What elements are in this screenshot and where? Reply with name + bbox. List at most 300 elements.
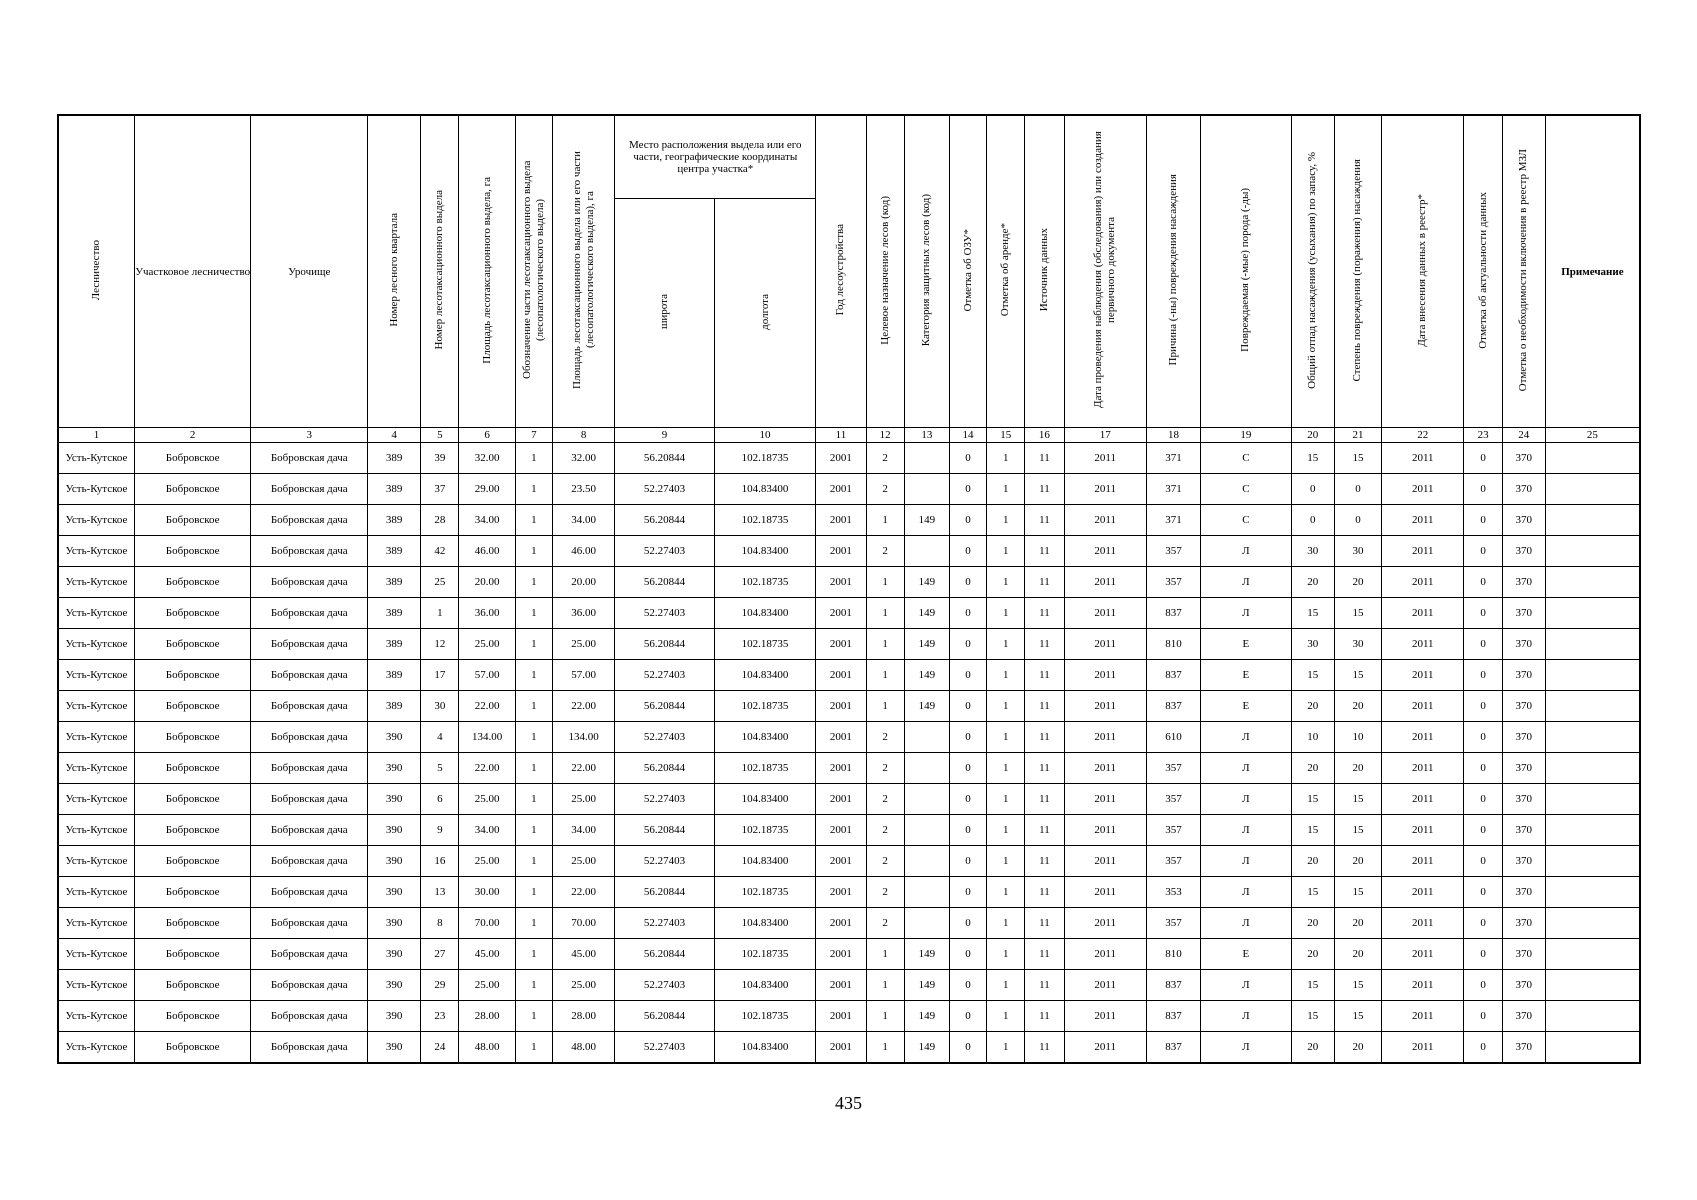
table-cell: 357 — [1146, 846, 1200, 877]
table-cell: 1 — [866, 660, 904, 691]
table-cell: 15 — [1291, 970, 1334, 1001]
table-cell — [904, 536, 949, 567]
table-row — [58, 939, 1640, 970]
table-row — [58, 784, 1640, 815]
table-cell: Бобровское — [134, 474, 251, 505]
table-cell: 0 — [1334, 474, 1381, 505]
table-cell: 104.83400 — [714, 784, 816, 815]
table-cell: 389 — [368, 474, 421, 505]
table-cell: Бобровская дача — [251, 691, 368, 722]
table-cell — [1545, 784, 1640, 815]
table-cell: 2 — [866, 443, 904, 474]
table-cell: 8 — [421, 908, 459, 939]
table-cell: 2011 — [1064, 939, 1146, 970]
table-cell: 48.00 — [552, 1032, 614, 1064]
table-cell: 0 — [1464, 784, 1502, 815]
column-number: 21 — [1334, 428, 1381, 443]
table-cell: 11 — [1025, 536, 1064, 567]
table-cell: 20 — [1291, 567, 1334, 598]
header-forestry: Лесничество — [58, 115, 134, 428]
table-cell — [904, 908, 949, 939]
table-cell: 56.20844 — [615, 753, 715, 784]
table-cell: Бобровское — [134, 815, 251, 846]
table-cell: 11 — [1025, 1001, 1064, 1032]
table-cell: Бобровское — [134, 691, 251, 722]
table-cell: 22.00 — [552, 877, 614, 908]
table-cell: 0 — [949, 691, 986, 722]
table-cell: 149 — [904, 567, 949, 598]
table-cell: 2 — [866, 753, 904, 784]
table-cell: 1 — [866, 567, 904, 598]
header-allotment-part: Обозначение части лесотаксационного выдела (лесопатологического выдела) — [515, 115, 552, 428]
table-cell: Бобровская дача — [251, 908, 368, 939]
table-cell: Усть-Кутское — [58, 784, 134, 815]
table-cell: 52.27403 — [615, 722, 715, 753]
table-cell: 15 — [1334, 1001, 1381, 1032]
table-cell: 56.20844 — [615, 1001, 715, 1032]
table-cell: 102.18735 — [714, 567, 816, 598]
table-cell: 56.20844 — [615, 443, 715, 474]
header-part-area: Площадь лесотаксационного выдела или его части (лесопатологического выдела), га — [552, 115, 614, 428]
table-cell: 28 — [421, 505, 459, 536]
table-cell: 0 — [1464, 1001, 1502, 1032]
table-cell: 20 — [1334, 846, 1381, 877]
table-cell: 2001 — [816, 474, 866, 505]
table-cell: 357 — [1146, 753, 1200, 784]
table-cell: 2001 — [816, 753, 866, 784]
table-cell: 0 — [1464, 877, 1502, 908]
table-cell: Бобровская дача — [251, 443, 368, 474]
table-cell: 22.00 — [552, 753, 614, 784]
table-cell: 370 — [1502, 691, 1545, 722]
table-cell: 1 — [515, 939, 552, 970]
table-cell: Бобровское — [134, 1001, 251, 1032]
table-cell: Усть-Кутское — [58, 598, 134, 629]
table-cell: 2011 — [1382, 1032, 1464, 1064]
table-cell: 20 — [1334, 691, 1381, 722]
table-cell: 370 — [1502, 536, 1545, 567]
table-cell: 2011 — [1064, 629, 1146, 660]
page-number: 435 — [835, 1093, 862, 1113]
table-cell: 2011 — [1382, 443, 1464, 474]
table-cell: 104.83400 — [714, 846, 816, 877]
table-cell: 11 — [1025, 567, 1064, 598]
table-cell: 20 — [1334, 939, 1381, 970]
table-cell: 2011 — [1382, 970, 1464, 1001]
table-cell: 390 — [368, 815, 421, 846]
table-cell: 29 — [421, 970, 459, 1001]
table-cell: 390 — [368, 722, 421, 753]
column-number: 9 — [615, 428, 715, 443]
table-cell: 52.27403 — [615, 1032, 715, 1064]
table-cell: 2011 — [1382, 753, 1464, 784]
table-cell: 2011 — [1064, 474, 1146, 505]
table-cell: 0 — [1464, 691, 1502, 722]
table-cell: 149 — [904, 970, 949, 1001]
table-cell: 134.00 — [552, 722, 614, 753]
table-cell: 11 — [1025, 691, 1064, 722]
table-cell: Бобровское — [134, 629, 251, 660]
table-cell: 28.00 — [552, 1001, 614, 1032]
table-cell: 0 — [949, 908, 986, 939]
table-cell: 1 — [866, 1001, 904, 1032]
table-cell: Л — [1201, 970, 1291, 1001]
table-cell: Бобровское — [134, 536, 251, 567]
table-cell: 24 — [421, 1032, 459, 1064]
table-cell: 11 — [1025, 939, 1064, 970]
table-cell: 370 — [1502, 908, 1545, 939]
table-cell: 2011 — [1382, 846, 1464, 877]
table-cell: 36.00 — [552, 598, 614, 629]
table-cell: 357 — [1146, 784, 1200, 815]
table-cell: 36.00 — [459, 598, 515, 629]
table-cell: 30 — [421, 691, 459, 722]
table-cell: 837 — [1146, 970, 1200, 1001]
table-cell: 2011 — [1382, 567, 1464, 598]
table-cell: 11 — [1025, 970, 1064, 1001]
table-cell: 0 — [1464, 815, 1502, 846]
column-number: 18 — [1146, 428, 1200, 443]
table-cell — [904, 722, 949, 753]
table-row — [58, 877, 1640, 908]
table-cell: 370 — [1502, 567, 1545, 598]
table-cell: 6 — [421, 784, 459, 815]
table-cell: 390 — [368, 877, 421, 908]
table-cell: 15 — [1291, 784, 1334, 815]
table-cell: 104.83400 — [714, 660, 816, 691]
table-cell: 104.83400 — [714, 1032, 816, 1064]
table-cell: 20 — [1291, 846, 1334, 877]
table-cell: 837 — [1146, 691, 1200, 722]
table-cell: 11 — [1025, 784, 1064, 815]
table-cell: 2 — [866, 815, 904, 846]
table-cell — [1545, 505, 1640, 536]
table-cell: 45.00 — [552, 939, 614, 970]
table-cell: 370 — [1502, 474, 1545, 505]
table-cell: 20 — [1334, 908, 1381, 939]
table-cell: 102.18735 — [714, 629, 816, 660]
table-cell: 27 — [421, 939, 459, 970]
table-cell: 0 — [949, 846, 986, 877]
table-cell: 149 — [904, 629, 949, 660]
table-cell: Усть-Кутское — [58, 505, 134, 536]
table-cell: С — [1201, 443, 1291, 474]
table-cell: 2011 — [1064, 753, 1146, 784]
column-number: 7 — [515, 428, 552, 443]
table-cell: 2011 — [1382, 629, 1464, 660]
table-row — [58, 846, 1640, 877]
table-cell: 15 — [1334, 598, 1381, 629]
table-cell: 1 — [515, 598, 552, 629]
table-cell: 2001 — [816, 1001, 866, 1032]
table-cell: Бобровская дача — [251, 567, 368, 598]
table-row — [58, 536, 1640, 567]
table-cell: 11 — [1025, 505, 1064, 536]
table-cell: 20 — [1334, 753, 1381, 784]
table-cell: 15 — [1291, 1001, 1334, 1032]
table-cell: 389 — [368, 660, 421, 691]
table-cell: 52.27403 — [615, 536, 715, 567]
table-cell: 389 — [368, 598, 421, 629]
table-cell: Бобровская дача — [251, 629, 368, 660]
table-cell: 1 — [987, 877, 1025, 908]
table-cell — [1545, 443, 1640, 474]
table-cell: 2011 — [1382, 536, 1464, 567]
table-cell: 389 — [368, 505, 421, 536]
table-cell: 1 — [515, 660, 552, 691]
table-cell: Усть-Кутское — [58, 939, 134, 970]
table-cell: 1 — [987, 536, 1025, 567]
table-cell: Усть-Кутское — [58, 567, 134, 598]
table-cell: 25.00 — [459, 629, 515, 660]
table-cell: 1 — [515, 629, 552, 660]
table-cell: 11 — [1025, 753, 1064, 784]
table-cell: 102.18735 — [714, 691, 816, 722]
table-cell: 29.00 — [459, 474, 515, 505]
table-cell: 0 — [1464, 505, 1502, 536]
table-cell: 1 — [987, 815, 1025, 846]
table-cell: 0 — [1464, 443, 1502, 474]
table-cell: 15 — [1334, 877, 1381, 908]
table-cell: 20 — [1291, 939, 1334, 970]
table-cell: 389 — [368, 691, 421, 722]
table-cell: 0 — [949, 877, 986, 908]
table-cell: 34.00 — [552, 505, 614, 536]
table-row — [58, 1001, 1640, 1032]
table-cell: 39 — [421, 443, 459, 474]
table-cell: 37 — [421, 474, 459, 505]
table-cell: 11 — [1025, 474, 1064, 505]
table-cell: 0 — [1464, 660, 1502, 691]
table-cell: 357 — [1146, 908, 1200, 939]
column-number: 24 — [1502, 428, 1545, 443]
table-cell: 15 — [1291, 660, 1334, 691]
table-cell — [904, 846, 949, 877]
table-row — [58, 908, 1640, 939]
table-cell: 149 — [904, 939, 949, 970]
table-cell: Бобровская дача — [251, 1001, 368, 1032]
table-cell: 1 — [515, 536, 552, 567]
table-cell: 0 — [1464, 722, 1502, 753]
table-cell: 11 — [1025, 1032, 1064, 1064]
table-cell: 0 — [949, 784, 986, 815]
table-cell — [1545, 939, 1640, 970]
table-cell: 370 — [1502, 1032, 1545, 1064]
table-cell: 1 — [515, 784, 552, 815]
table-cell: 837 — [1146, 598, 1200, 629]
table-cell: 1 — [515, 877, 552, 908]
header-registry-date: Дата внесения данных в реестр* — [1382, 115, 1464, 428]
table-cell: Усть-Кутское — [58, 1001, 134, 1032]
header-latitude: широта — [615, 199, 715, 428]
table-cell: 149 — [904, 660, 949, 691]
header-survey-year: Год лесоустройства — [816, 115, 866, 428]
table-cell: 20 — [1291, 908, 1334, 939]
table-cell: 1 — [866, 629, 904, 660]
table-cell: 390 — [368, 784, 421, 815]
table-cell: 370 — [1502, 784, 1545, 815]
table-cell: 57.00 — [459, 660, 515, 691]
table-cell — [1545, 1001, 1640, 1032]
table-cell: 2011 — [1382, 691, 1464, 722]
table-cell: 0 — [949, 753, 986, 784]
table-cell: Бобровское — [134, 784, 251, 815]
table-cell: 370 — [1502, 629, 1545, 660]
table-cell: Л — [1201, 815, 1291, 846]
table-cell: 1 — [515, 908, 552, 939]
table-cell — [1545, 691, 1640, 722]
table-cell: 2 — [866, 722, 904, 753]
header-location: Место расположения выдела или его части, географические координаты центра участка* — [615, 115, 816, 199]
table-cell: 56.20844 — [615, 691, 715, 722]
table-cell: 0 — [1464, 753, 1502, 784]
table-cell: 9 — [421, 815, 459, 846]
header-note: Примечание — [1545, 115, 1640, 428]
table-cell: 1 — [987, 629, 1025, 660]
table-cell: 34.00 — [459, 815, 515, 846]
table-cell: 104.83400 — [714, 598, 816, 629]
table-cell: 2011 — [1382, 939, 1464, 970]
table-cell: Усть-Кутское — [58, 691, 134, 722]
table-cell: Бобровское — [134, 598, 251, 629]
table-cell: 56.20844 — [615, 567, 715, 598]
table-cell: 0 — [1464, 567, 1502, 598]
table-cell: Бобровская дача — [251, 598, 368, 629]
table-cell — [1545, 1032, 1640, 1064]
table-cell: 1 — [515, 753, 552, 784]
table-cell: Л — [1201, 536, 1291, 567]
table-cell: 1 — [987, 474, 1025, 505]
table-cell: 0 — [1334, 505, 1381, 536]
header-longitude: долгота — [714, 199, 816, 428]
table-cell: 13 — [421, 877, 459, 908]
table-cell — [904, 815, 949, 846]
table-cell: 32.00 — [459, 443, 515, 474]
table-cell: 390 — [368, 1032, 421, 1064]
table-cell: 52.27403 — [615, 598, 715, 629]
column-number: 5 — [421, 428, 459, 443]
table-cell: 2011 — [1382, 784, 1464, 815]
table-cell — [1545, 815, 1640, 846]
table-cell: 25.00 — [459, 846, 515, 877]
table-cell: 30.00 — [459, 877, 515, 908]
table-cell: Бобровская дача — [251, 536, 368, 567]
table-cell: 1 — [866, 691, 904, 722]
table-cell: 370 — [1502, 846, 1545, 877]
table-cell: 0 — [1464, 536, 1502, 567]
table-row — [58, 474, 1640, 505]
table-cell: 11 — [1025, 660, 1064, 691]
table-cell: 4 — [421, 722, 459, 753]
table-cell: Л — [1201, 753, 1291, 784]
column-number: 14 — [949, 428, 986, 443]
table-cell: 2011 — [1064, 1032, 1146, 1064]
table-cell: С — [1201, 474, 1291, 505]
header-allotment-number: Номер лесотаксационного выдела — [421, 115, 459, 428]
table-cell: Л — [1201, 846, 1291, 877]
table-cell: 11 — [1025, 815, 1064, 846]
table-cell: Усть-Кутское — [58, 908, 134, 939]
table-cell: 1 — [515, 1032, 552, 1064]
column-number: 12 — [866, 428, 904, 443]
table-cell: Бобровская дача — [251, 1032, 368, 1064]
table-cell: 1 — [987, 1001, 1025, 1032]
table-cell: 1 — [515, 815, 552, 846]
table-cell: 56.20844 — [615, 629, 715, 660]
table-cell: 52.27403 — [615, 908, 715, 939]
table-cell: 20 — [1291, 1032, 1334, 1064]
table-cell: 0 — [949, 505, 986, 536]
table-cell: 1 — [866, 939, 904, 970]
table-cell: Усть-Кутское — [58, 474, 134, 505]
table-cell: 28.00 — [459, 1001, 515, 1032]
table-cell: 2001 — [816, 815, 866, 846]
table-cell: 0 — [1464, 629, 1502, 660]
table-cell — [1545, 567, 1640, 598]
table-row — [58, 598, 1640, 629]
header-observation-date: Дата проведения наблюдения (обследования) или создания первичного документа — [1064, 115, 1146, 428]
table-cell: 370 — [1502, 970, 1545, 1001]
table-cell: 34.00 — [459, 505, 515, 536]
header-relevance-mark: Отметка об актуальности данных — [1464, 115, 1502, 428]
table-cell: 102.18735 — [714, 1001, 816, 1032]
table-cell: 25 — [421, 567, 459, 598]
table-cell: 2001 — [816, 567, 866, 598]
table-cell: 12 — [421, 629, 459, 660]
forest-damage-register-table — [57, 114, 1641, 1064]
table-cell: 1 — [987, 939, 1025, 970]
table-cell — [1545, 629, 1640, 660]
table-cell: Л — [1201, 567, 1291, 598]
table-cell: 810 — [1146, 629, 1200, 660]
table-cell: 1 — [515, 567, 552, 598]
table-cell: 102.18735 — [714, 443, 816, 474]
table-cell: 30 — [1291, 536, 1334, 567]
table-cell: Е — [1201, 691, 1291, 722]
table-cell: 390 — [368, 1001, 421, 1032]
table-cell: 11 — [1025, 877, 1064, 908]
table-cell: 389 — [368, 567, 421, 598]
table-cell: 357 — [1146, 536, 1200, 567]
table-row — [58, 660, 1640, 691]
table-cell: 0 — [949, 660, 986, 691]
table-cell: 149 — [904, 691, 949, 722]
table-cell: 390 — [368, 970, 421, 1001]
table-cell: 20 — [1334, 567, 1381, 598]
table-cell: Бобровское — [134, 908, 251, 939]
table-cell: 1 — [987, 443, 1025, 474]
table-cell: 56.20844 — [615, 815, 715, 846]
table-cell: Е — [1201, 629, 1291, 660]
table-cell: Бобровская дача — [251, 970, 368, 1001]
table-cell: 1 — [987, 784, 1025, 815]
table-cell: 357 — [1146, 567, 1200, 598]
table-cell: 149 — [904, 505, 949, 536]
table-cell: 0 — [949, 443, 986, 474]
table-cell: 370 — [1502, 939, 1545, 970]
table-cell: 0 — [949, 1001, 986, 1032]
table-cell: 2011 — [1064, 970, 1146, 1001]
table-cell: 23.50 — [552, 474, 614, 505]
table-cell: 25.00 — [552, 629, 614, 660]
table-cell: 371 — [1146, 443, 1200, 474]
table-cell: 1 — [987, 1032, 1025, 1064]
table-cell: 15 — [1291, 598, 1334, 629]
table-cell: 353 — [1146, 877, 1200, 908]
table-cell: 2011 — [1382, 474, 1464, 505]
table-cell: 2011 — [1382, 598, 1464, 629]
table-cell: 2001 — [816, 908, 866, 939]
